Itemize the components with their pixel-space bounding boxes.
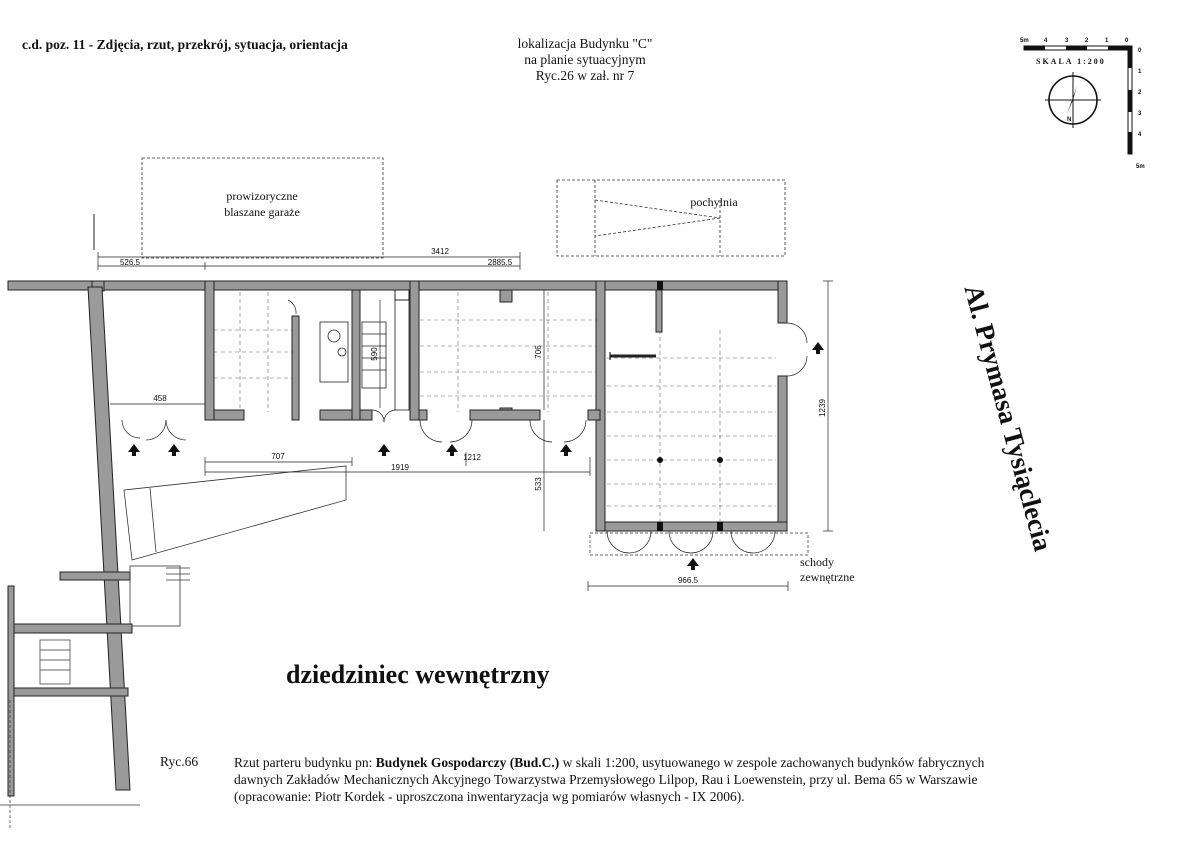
caption-building-name: Budynek Gospodarczy (Bud.C.) bbox=[375, 755, 560, 770]
street-name: Al. Prymasa Tysiąclecia bbox=[958, 281, 1059, 555]
stairs-label-line-2: zewnętrzne bbox=[800, 570, 855, 584]
garages-label-line-2: blaszane garaże bbox=[224, 205, 300, 219]
dimension-left-bay: 458 bbox=[153, 394, 167, 403]
building-walls bbox=[8, 281, 787, 790]
garages-label-line-1: prowizoryczne bbox=[226, 189, 298, 203]
dimension-depth-inner: 706 bbox=[534, 345, 543, 359]
scale-top-tick: 5m bbox=[1020, 38, 1029, 44]
ramp-outline bbox=[557, 180, 785, 256]
dimension-lines bbox=[110, 281, 833, 591]
caption-line-1 bbox=[234, 754, 1164, 771]
location-line-3: Ryc.26 w zał. nr 7 bbox=[535, 68, 635, 83]
dimension-left-top: 526.5 bbox=[119, 258, 141, 267]
scale-top-tick: 0 bbox=[1125, 38, 1129, 44]
caption-suffix: w skali 1:200, usytuowanego w zespole zachowanych budynków fabrycznych bbox=[559, 755, 985, 770]
dimension-total-top: 3412 bbox=[431, 247, 449, 256]
scale-label: SKALA 1:200 bbox=[1036, 57, 1106, 66]
scale-side-tick: 3 bbox=[1138, 111, 1142, 117]
scale-top-tick: 3 bbox=[1065, 38, 1069, 44]
scale-top-tick: 2 bbox=[1085, 38, 1089, 44]
caption-line-3: (opracowanie: Piotr Kordek - uproszczona inwentaryzacja wg pomiarów własnych - IX 2006). bbox=[234, 789, 745, 804]
scale-side-tick: 4 bbox=[1138, 132, 1142, 138]
north-arrow-icon bbox=[1045, 72, 1101, 128]
dimension-533: 533 bbox=[534, 477, 543, 491]
north-letter: N bbox=[1067, 117, 1072, 123]
dimension-middle: 707 bbox=[271, 452, 285, 461]
figure-caption bbox=[234, 754, 1164, 805]
courtyard-label: dziedziniec wewnętrzny bbox=[286, 660, 550, 689]
dimension-bottom: 966.5 bbox=[677, 576, 699, 585]
dimension-depth-right: 1239 bbox=[818, 399, 827, 417]
scale-side-tick: 2 bbox=[1138, 90, 1142, 96]
dimension-right-top: 2885.5 bbox=[487, 258, 513, 267]
caption-line-2: dawnych Zakładów Mechanicznych Akcyjnego Towarzystwa Przemysłowego Lilpop, Rau i Loewenstein, przy ul. Bema 65 w Warszawie bbox=[234, 772, 978, 787]
sheet-title: c.d. poz. 11 - Zdjęcia, rzut, przekrój, sytuacja, orientacja bbox=[22, 37, 348, 52]
scale-side-tick: 0 bbox=[1138, 48, 1142, 54]
location-line-1: lokalizacja Budynku "C" bbox=[517, 36, 653, 51]
dimension-stair: 590 bbox=[370, 347, 379, 361]
ramp-label: pochylnia bbox=[690, 195, 738, 209]
dimension-1212: 1212 bbox=[463, 453, 481, 462]
door-swings bbox=[122, 300, 807, 553]
passage-outline bbox=[124, 466, 346, 626]
scale-side-tick: 1 bbox=[1138, 69, 1142, 75]
location-line-2: na planie sytuacyjnym bbox=[524, 52, 646, 67]
hall-columns bbox=[657, 281, 723, 531]
figure-number: Ryc.66 bbox=[160, 754, 199, 769]
dimension-1919: 1919 bbox=[391, 463, 409, 472]
top-dimension-lines bbox=[94, 214, 520, 270]
scale-side-tick: 5m bbox=[1136, 164, 1145, 170]
scale-top-tick: 1 bbox=[1105, 38, 1109, 44]
scale-top-tick: 4 bbox=[1044, 38, 1048, 44]
stairs-label-line-1: schody bbox=[800, 555, 834, 569]
caption-prefix: Rzut parteru budynku pn: bbox=[234, 755, 376, 770]
